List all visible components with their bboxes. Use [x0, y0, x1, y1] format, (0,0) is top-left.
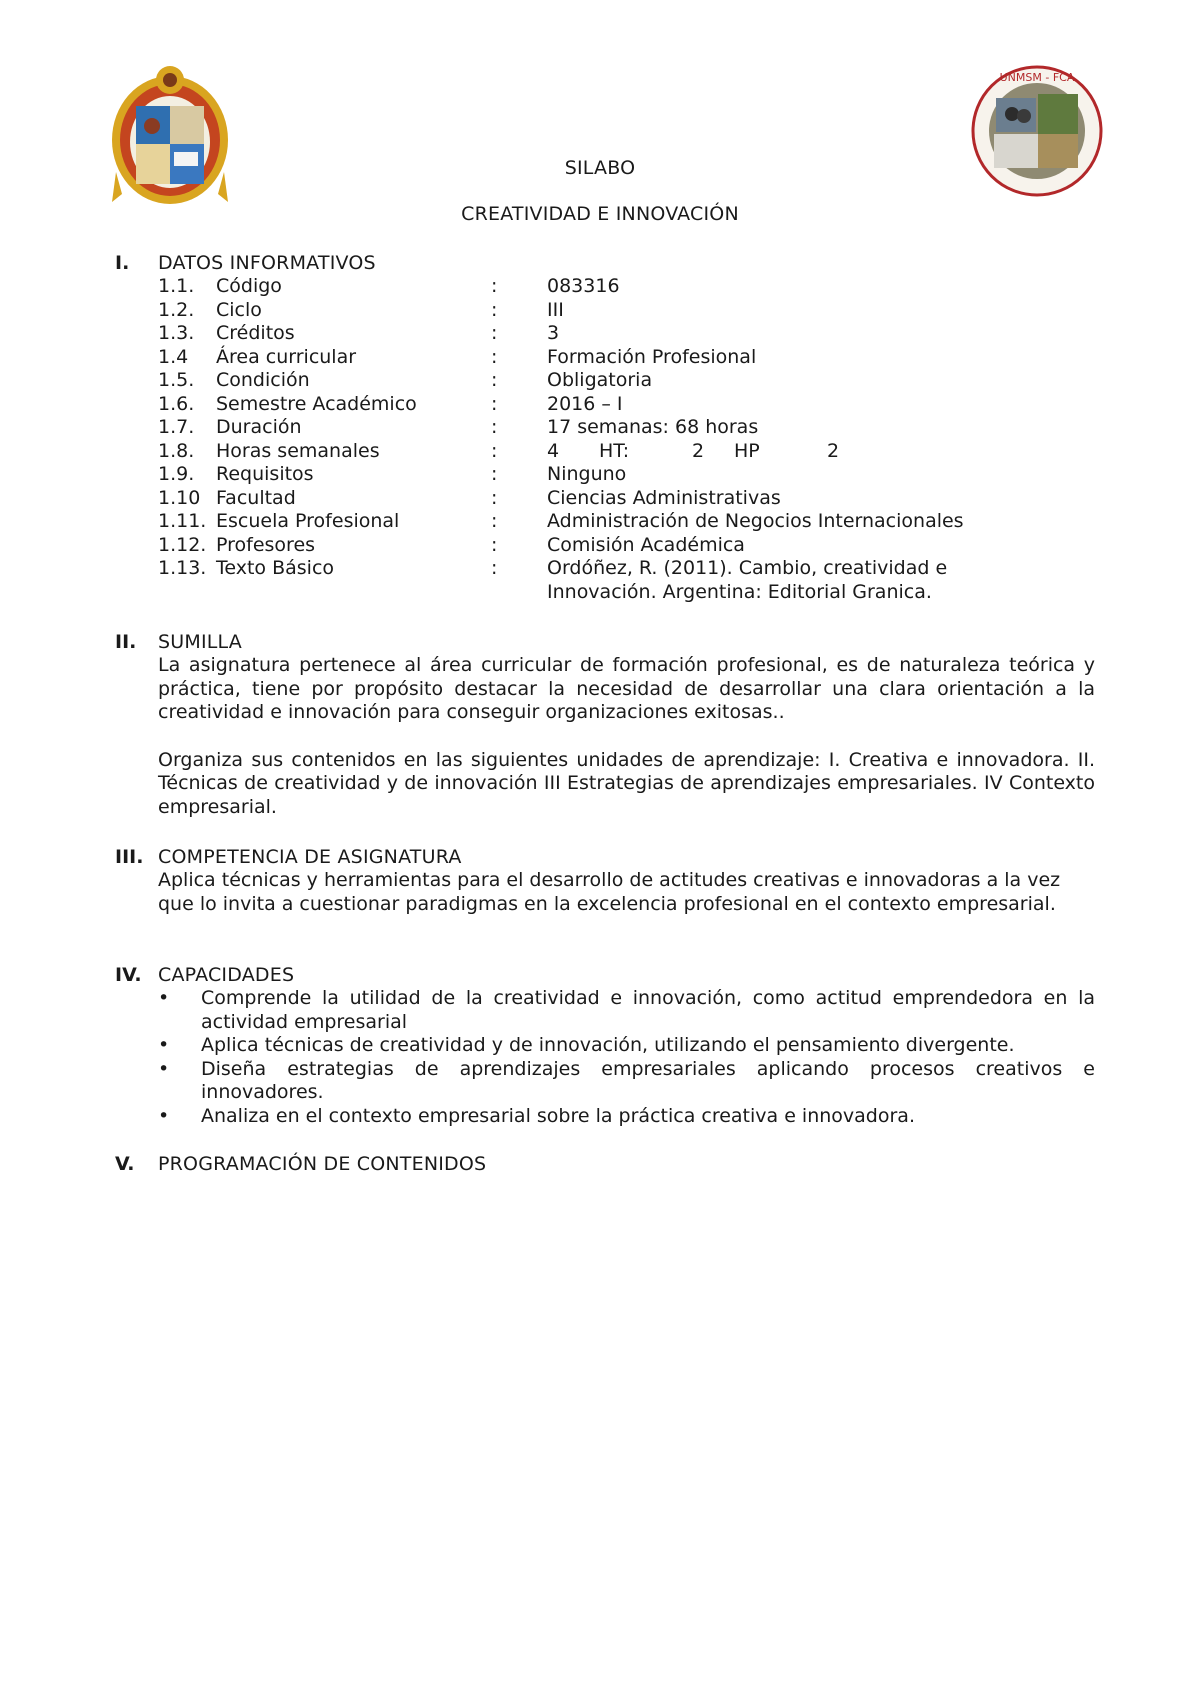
bullet-icon: •	[158, 1034, 170, 1056]
hours-value	[547, 440, 1095, 464]
row-label: Semestre Académico	[216, 392, 417, 415]
ht-label: HT:	[599, 439, 630, 462]
row-value: Ordóñez, R. (2011). Cambio, creatividad e	[547, 557, 948, 579]
row-value: Comisión Académica	[547, 533, 745, 556]
row-number: 1.2.	[158, 298, 195, 321]
section-number: IV.	[115, 964, 142, 986]
datos-row	[115, 322, 1095, 346]
section-heading	[115, 963, 1095, 987]
row-value: Obligatoria	[547, 369, 653, 391]
row-number: 1.7.	[158, 416, 195, 438]
course-name: CREATIVIDAD E INNOVACIÓN	[461, 203, 739, 225]
row-colon: :	[491, 392, 498, 415]
bullet-icon: •	[158, 987, 170, 1009]
datos-row	[115, 275, 1095, 299]
list-item-text: Diseña estrategias de aprendizajes empresariales aplicando procesos creativos e innovadores.	[201, 1057, 1095, 1103]
section-programacion	[115, 1152, 1095, 1176]
row-colon: :	[491, 345, 498, 368]
row-colon: :	[491, 463, 498, 485]
row-value: 17 semanas: 68 horas	[547, 416, 759, 438]
datos-row-continuation	[115, 581, 1095, 605]
section-number: III.	[115, 846, 144, 868]
section-number: II.	[115, 631, 137, 653]
row-value: 2016 – I	[547, 392, 623, 415]
row-number: 1.1.	[158, 275, 195, 297]
row-colon: :	[491, 533, 498, 556]
datos-row	[115, 487, 1095, 511]
row-number: 1.6.	[158, 392, 195, 415]
document-title	[0, 157, 1200, 179]
section-title: CAPACIDADES	[158, 964, 295, 986]
row-value: 083316	[547, 275, 620, 297]
row-value: Ciencias Administrativas	[547, 486, 781, 509]
row-value-continuation: Innovación. Argentina: Editorial Granica.	[547, 580, 932, 603]
datos-row	[115, 346, 1095, 370]
list-item-text: Comprende la utilidad de la creatividad e innovación, como actitud emprendedora en la actividad empresarial	[201, 987, 1095, 1033]
row-label: Código	[216, 275, 282, 297]
section-title: SUMILLA	[158, 631, 242, 653]
row-label: Créditos	[216, 322, 295, 344]
section-title: PROGRAMACIÓN DE CONTENIDOS	[158, 1153, 487, 1175]
row-value: Ninguno	[547, 463, 627, 485]
row-colon: :	[491, 275, 498, 297]
list-item	[158, 1105, 1095, 1129]
row-label: Escuela Profesional	[216, 510, 400, 532]
ht-value: 2	[692, 439, 705, 462]
datos-row	[115, 534, 1095, 558]
list-item	[158, 987, 1095, 1034]
datos-row	[115, 510, 1095, 534]
row-colon: :	[491, 510, 498, 532]
row-label: Área curricular	[216, 345, 357, 368]
datos-row	[115, 463, 1095, 487]
row-colon: :	[491, 322, 498, 344]
row-label: Horas semanales	[216, 439, 380, 462]
row-number: 1.13.	[158, 557, 207, 579]
row-label: Facultad	[216, 486, 296, 509]
row-label: Profesores	[216, 533, 316, 556]
row-label: Ciclo	[216, 298, 262, 321]
units-paragraph: Organiza sus contenidos en las siguientes unidades de aprendizaje: I. Creativa e innovadora. II. Técnicas de creatividad y de innovación III Estrategias de aprendizajes empresariales. IV Contexto empresarial.	[158, 748, 1095, 818]
row-number: 1.12.	[158, 533, 207, 556]
section-heading	[115, 630, 1095, 654]
row-spacer	[115, 581, 216, 605]
row-number: 1.9.	[158, 463, 195, 485]
row-number: 1.4	[158, 345, 189, 368]
row-number: 1.5.	[158, 369, 195, 391]
row-spacer	[216, 581, 491, 605]
row-label: Requisitos	[216, 463, 314, 485]
bullet-icon: •	[158, 1104, 170, 1127]
bullet-icon: •	[158, 1057, 170, 1080]
title-text: SILABO	[564, 157, 636, 179]
section-competencia	[115, 845, 1095, 916]
section-title: COMPETENCIA DE ASIGNATURA	[158, 846, 462, 868]
university-crest-icon	[108, 62, 232, 212]
row-number: 1.3.	[158, 322, 195, 344]
sumilla-paragraph: La asignatura pertenece al área curricular de formación profesional, es de naturaleza teórica y práctica, tiene por propósito destacar la necesidad de desarrollar una clara orientación a la creatividad e innovación para conseguir organizaciones exitosas..	[158, 654, 1095, 723]
section-heading	[115, 251, 1095, 275]
list-item	[158, 1034, 1095, 1058]
seal-text: UNMSM - FCA	[999, 71, 1075, 84]
list-item	[158, 1058, 1095, 1105]
section-capacidades	[115, 963, 1095, 1128]
row-colon: :	[491, 557, 498, 579]
row-number: 1.10	[158, 486, 201, 509]
datos-row	[115, 299, 1095, 323]
row-label: Condición	[216, 369, 310, 391]
datos-row	[115, 416, 1095, 440]
datos-row-texto-basico	[115, 557, 1095, 581]
row-colon: :	[491, 298, 498, 321]
row-colon: :	[491, 486, 498, 509]
capacidades-list	[115, 987, 1095, 1128]
datos-row	[115, 393, 1095, 417]
hours-total: 4	[547, 439, 560, 462]
row-label: Duración	[216, 416, 302, 438]
section-number: I.	[115, 252, 130, 274]
section-datos-informativos	[115, 251, 1095, 604]
row-value: III	[547, 298, 564, 321]
competencia-paragraph: Aplica técnicas y herramientas para el desarrollo de actitudes creativas e innovadoras a la vez que lo invita a cuestionar paradigmas en la excelencia profesional en el contexto empresarial.	[158, 869, 1061, 915]
list-item-text: Aplica técnicas de creatividad y de innovación, utilizando el pensamiento divergente.	[201, 1034, 1015, 1056]
row-number: 1.11.	[158, 510, 207, 532]
hp-label: HP	[734, 439, 760, 462]
section-title: DATOS INFORMATIVOS	[158, 252, 376, 274]
section-sumilla	[115, 630, 1095, 819]
section-heading	[115, 1152, 1095, 1176]
list-item-text: Analiza en el contexto empresarial sobre la práctica creativa e innovadora.	[201, 1104, 915, 1127]
datos-row-hours	[115, 440, 1095, 464]
row-label: Texto Básico	[216, 557, 335, 579]
hp-value: 2	[827, 439, 840, 462]
row-value: Formación Profesional	[547, 345, 757, 368]
section-heading	[115, 845, 1095, 869]
row-colon: :	[491, 416, 498, 438]
row-value: 3	[547, 322, 560, 344]
row-colon: :	[491, 439, 498, 462]
row-spacer	[491, 581, 547, 605]
row-number: 1.8.	[158, 439, 195, 462]
datos-row	[115, 369, 1095, 393]
row-value: Administración de Negocios Internacionales	[547, 510, 964, 532]
row-colon: :	[491, 369, 498, 391]
section-number: V.	[115, 1153, 135, 1175]
